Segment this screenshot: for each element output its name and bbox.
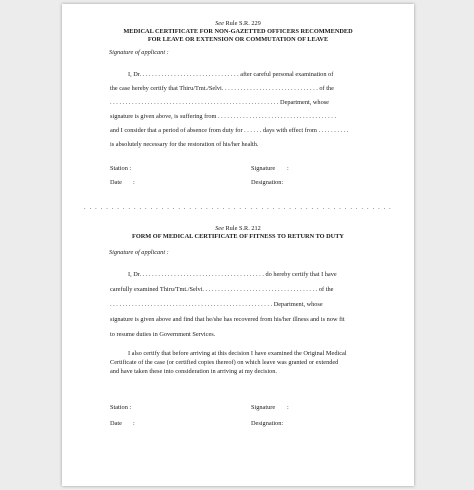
- date-label: Date: [110, 420, 122, 427]
- para-line: Certificate of the case (or certified copies thereof) on which leave was granted or extended: [110, 359, 339, 366]
- station-label: Station :: [110, 165, 132, 172]
- signature-of-applicant-label: Signature of applicant :: [109, 249, 169, 256]
- rule-see: See: [215, 225, 224, 232]
- signature-colon: :: [287, 404, 289, 411]
- signature-label: Signature: [251, 404, 276, 411]
- date-colon: :: [133, 420, 135, 427]
- date-label: Date: [110, 179, 122, 186]
- para-line: and have taken these into consideration in arriving at my decision.: [110, 368, 277, 375]
- signature-colon: :: [287, 165, 289, 172]
- certificate-page: [62, 4, 414, 486]
- body-line: . . . . . . . . . . . . . . . . . . . . . . . . . . . . . . . . . . . . . . . . . . . . . . . . . . . . Department, whose: [110, 301, 323, 308]
- signature-of-applicant-label: Signature of applicant :: [109, 49, 169, 56]
- body-line: I, Dr. . . . . . . . . . . . . . . . . . . . . . . . . . . . . . . . after careful personal examination of: [128, 71, 334, 78]
- rule-reference: [62, 20, 414, 27]
- body-line: . . . . . . . . . . . . . . . . . . . . . . . . . . . . . . . . . . . . . . . . . . . . . . . . . . . . . . Department, whose: [110, 99, 329, 106]
- body-line: to resume duties in Government Services.: [110, 331, 216, 338]
- body-line: is absolutely necessary for the restoration of his/her health.: [110, 141, 259, 148]
- rule-number: Rule S.R. 229: [225, 20, 261, 27]
- signature-label: Signature: [251, 165, 276, 172]
- rule-reference: [62, 225, 414, 232]
- form1-title-line2: FOR LEAVE OR EXTENSION OR COMMUTATION OF LEAVE: [147, 36, 329, 43]
- body-line: signature is given above, is suffering from . . . . . . . . . . . . . . . . . . . . . . . . . . . . . . . . . . . . . .: [110, 113, 337, 120]
- form1-title-line1: MEDICAL CERTIFICATE FOR NON-GAZETTED OFFICERS RECOMMENDED: [123, 28, 353, 35]
- body-line: the case hereby certify that Thiru/Tmt./Selvi. . . . . . . . . . . . . . . . . . . . . . . . . . . . . . . of the: [110, 85, 334, 92]
- station-label: Station :: [110, 404, 132, 411]
- body-line: I, Dr. . . . . . . . . . . . . . . . . . . . . . . . . . . . . . . . . . . . . . . . do hereby certify that I have: [128, 271, 337, 278]
- dotted-separator: . . . . . . . . . . . . . . . . . . . . . . . . . . . . . . . . . . . . . . . . . . . . . . . . . . . . . . . .: [84, 204, 392, 211]
- date-colon: :: [133, 179, 135, 186]
- designation-label: Designation:: [251, 420, 284, 427]
- body-line: and I consider that a period of absence from duty for . . . . . . days with effect from . . . . . . . . . .: [110, 127, 349, 134]
- body-line: signature is given above and find that he/she has recovered from his/her illness and is now fit: [110, 316, 345, 323]
- rule-see: See: [215, 20, 224, 27]
- rule-number: Rule S.R. 212: [225, 225, 261, 232]
- body-line: carefully examined Thiru/Tmt./Selvi. . . . . . . . . . . . . . . . . . . . . . . . . . . . . . . . . . . . . of the: [110, 286, 334, 293]
- para-line: I also certify that before arriving at this decision I have examined the Original Medical: [128, 350, 347, 357]
- form2-title: FORM OF MEDICAL CERTIFICATE OF FITNESS TO RETURN TO DUTY: [132, 233, 344, 240]
- designation-label: Designation:: [251, 179, 284, 186]
